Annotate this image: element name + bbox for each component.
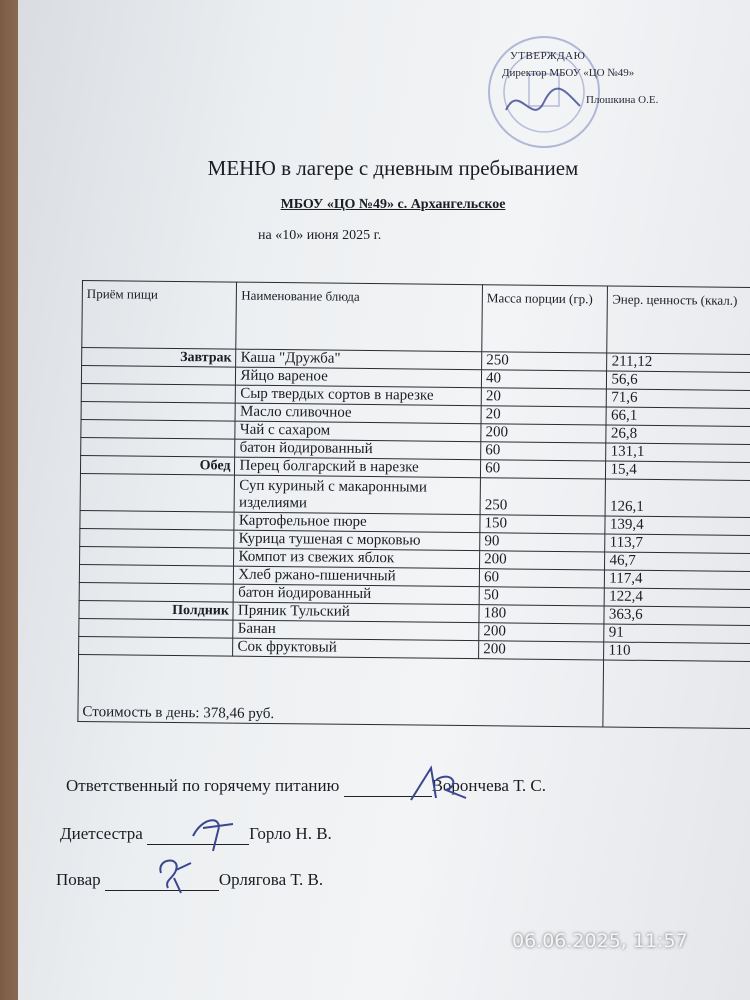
total-empty-cell (603, 660, 750, 729)
responsible-label: Ответственный по горячему питанию (66, 776, 340, 795)
energy-cell: 15,4 (606, 461, 750, 481)
dish-cell: Каша "Дружба" (236, 349, 482, 370)
energy-cell: 91 (604, 624, 750, 644)
header-meal: Приём пищи (82, 281, 237, 350)
approval-director: Директор МБОУ «ЦО №49» (502, 67, 635, 80)
school-name: МБОУ «ЦО №49» с. Архангельское (280, 197, 506, 212)
mass-cell: 200 (480, 551, 606, 570)
energy-cell: 117,4 (605, 570, 750, 590)
mass-cell: 60 (481, 442, 607, 461)
mass-cell: 50 (479, 587, 605, 606)
mass-cell: 200 (479, 623, 605, 642)
mass-cell: 250 (480, 478, 606, 516)
approval-name: Плошкина О.Е. (586, 94, 659, 107)
mass-cell: 20 (481, 388, 607, 407)
signature-responsible (406, 760, 476, 810)
dish-cell: Пряник Тульский (233, 602, 479, 623)
mass-cell: 200 (479, 641, 605, 660)
meal-cell (81, 366, 236, 386)
meal-cell (81, 401, 236, 421)
dish-cell: Яйцо вареное (236, 367, 482, 388)
dish-cell: Компот из свежих яблок (234, 548, 480, 569)
page-title: МЕНЮ в лагере с дневным пребыванием (207, 156, 579, 180)
header-mass: Масса порции (гр.) (482, 285, 608, 353)
energy-cell: 110 (604, 642, 750, 662)
meal-cell: Обед (80, 455, 235, 475)
approval-heading: УТВЕРЖДАЮ (510, 50, 586, 62)
photo-timestamp: 06.06.2025, 11:57 (512, 930, 688, 952)
mass-cell: 200 (481, 424, 607, 443)
menu-document (18, 0, 750, 1000)
dish-cell: Суп куриный с макаронными изделиями (234, 475, 480, 515)
header-energy: Энер. ценность (ккал.) (607, 286, 750, 355)
meal-cell (81, 437, 236, 457)
energy-cell: 363,6 (604, 606, 750, 626)
dish-cell: Картофельное пюре (234, 512, 480, 533)
mass-cell: 20 (481, 406, 607, 425)
dish-cell: Хлеб ржано-пшеничный (234, 566, 480, 587)
table-header-row (82, 281, 750, 355)
meal-cell (79, 582, 234, 602)
energy-cell: 126,1 (605, 479, 750, 518)
energy-cell: 66,1 (606, 407, 750, 427)
energy-cell: 26,8 (606, 425, 750, 445)
energy-cell: 71,6 (607, 389, 750, 409)
dish-cell: Сыр твердых сортов в нарезке (236, 385, 482, 406)
total-cost: Стоимость в день: 378,46 руб. (78, 654, 604, 726)
dish-cell: Чай с сахаром (235, 421, 481, 442)
meal-cell (79, 636, 234, 656)
energy-cell: 131,1 (606, 443, 750, 463)
signature-cook (146, 848, 206, 898)
total-row (78, 654, 750, 728)
meal-cell (81, 383, 236, 403)
menu-table (77, 280, 750, 729)
dish-cell: Сок фруктовый (233, 638, 479, 659)
meal-cell (80, 546, 235, 566)
dietitian-name: Горло Н. В. (249, 824, 332, 843)
energy-cell: 122,4 (605, 588, 750, 608)
dish-cell: батон йодированный (235, 439, 481, 460)
mass-cell: 180 (479, 605, 605, 624)
meal-cell (79, 618, 234, 638)
menu-date: на «10» июня 2025 г. (258, 228, 382, 243)
meal-cell: Завтрак (82, 348, 237, 368)
dish-cell: Масло сливочное (235, 403, 481, 424)
meal-cell (81, 419, 236, 439)
dish-cell: батон йодированный (234, 584, 480, 605)
mass-cell: 40 (481, 370, 607, 389)
dietitian-label: Диетсестра (60, 824, 143, 843)
mass-cell: 60 (479, 569, 605, 588)
mass-cell: 150 (480, 515, 606, 534)
meal-cell (80, 510, 235, 530)
energy-cell: 113,7 (605, 534, 750, 554)
cook-label: Повар (56, 870, 101, 889)
energy-cell: 139,4 (605, 516, 750, 536)
mass-cell: 250 (482, 352, 608, 371)
approval-block (488, 48, 658, 109)
responsible-name: Ворончева Т. С. (431, 776, 546, 795)
dish-cell: Банан (233, 620, 479, 641)
header-dish: Наименование блюда (236, 282, 482, 352)
dish-cell: Перец болгарский в нарезке (235, 457, 481, 478)
meal-cell (80, 528, 235, 548)
mass-cell: 90 (480, 533, 606, 552)
meal-cell (80, 473, 235, 512)
energy-cell: 56,6 (607, 371, 750, 391)
mass-cell: 60 (481, 460, 607, 479)
meal-cell (79, 564, 234, 584)
energy-cell: 211,12 (607, 353, 750, 373)
meal-cell: Полдник (79, 600, 234, 620)
cook-name: Орлягова Т. В. (218, 870, 324, 889)
dish-cell: Курица тушеная с морковью (234, 530, 480, 551)
energy-cell: 46,7 (605, 552, 750, 572)
